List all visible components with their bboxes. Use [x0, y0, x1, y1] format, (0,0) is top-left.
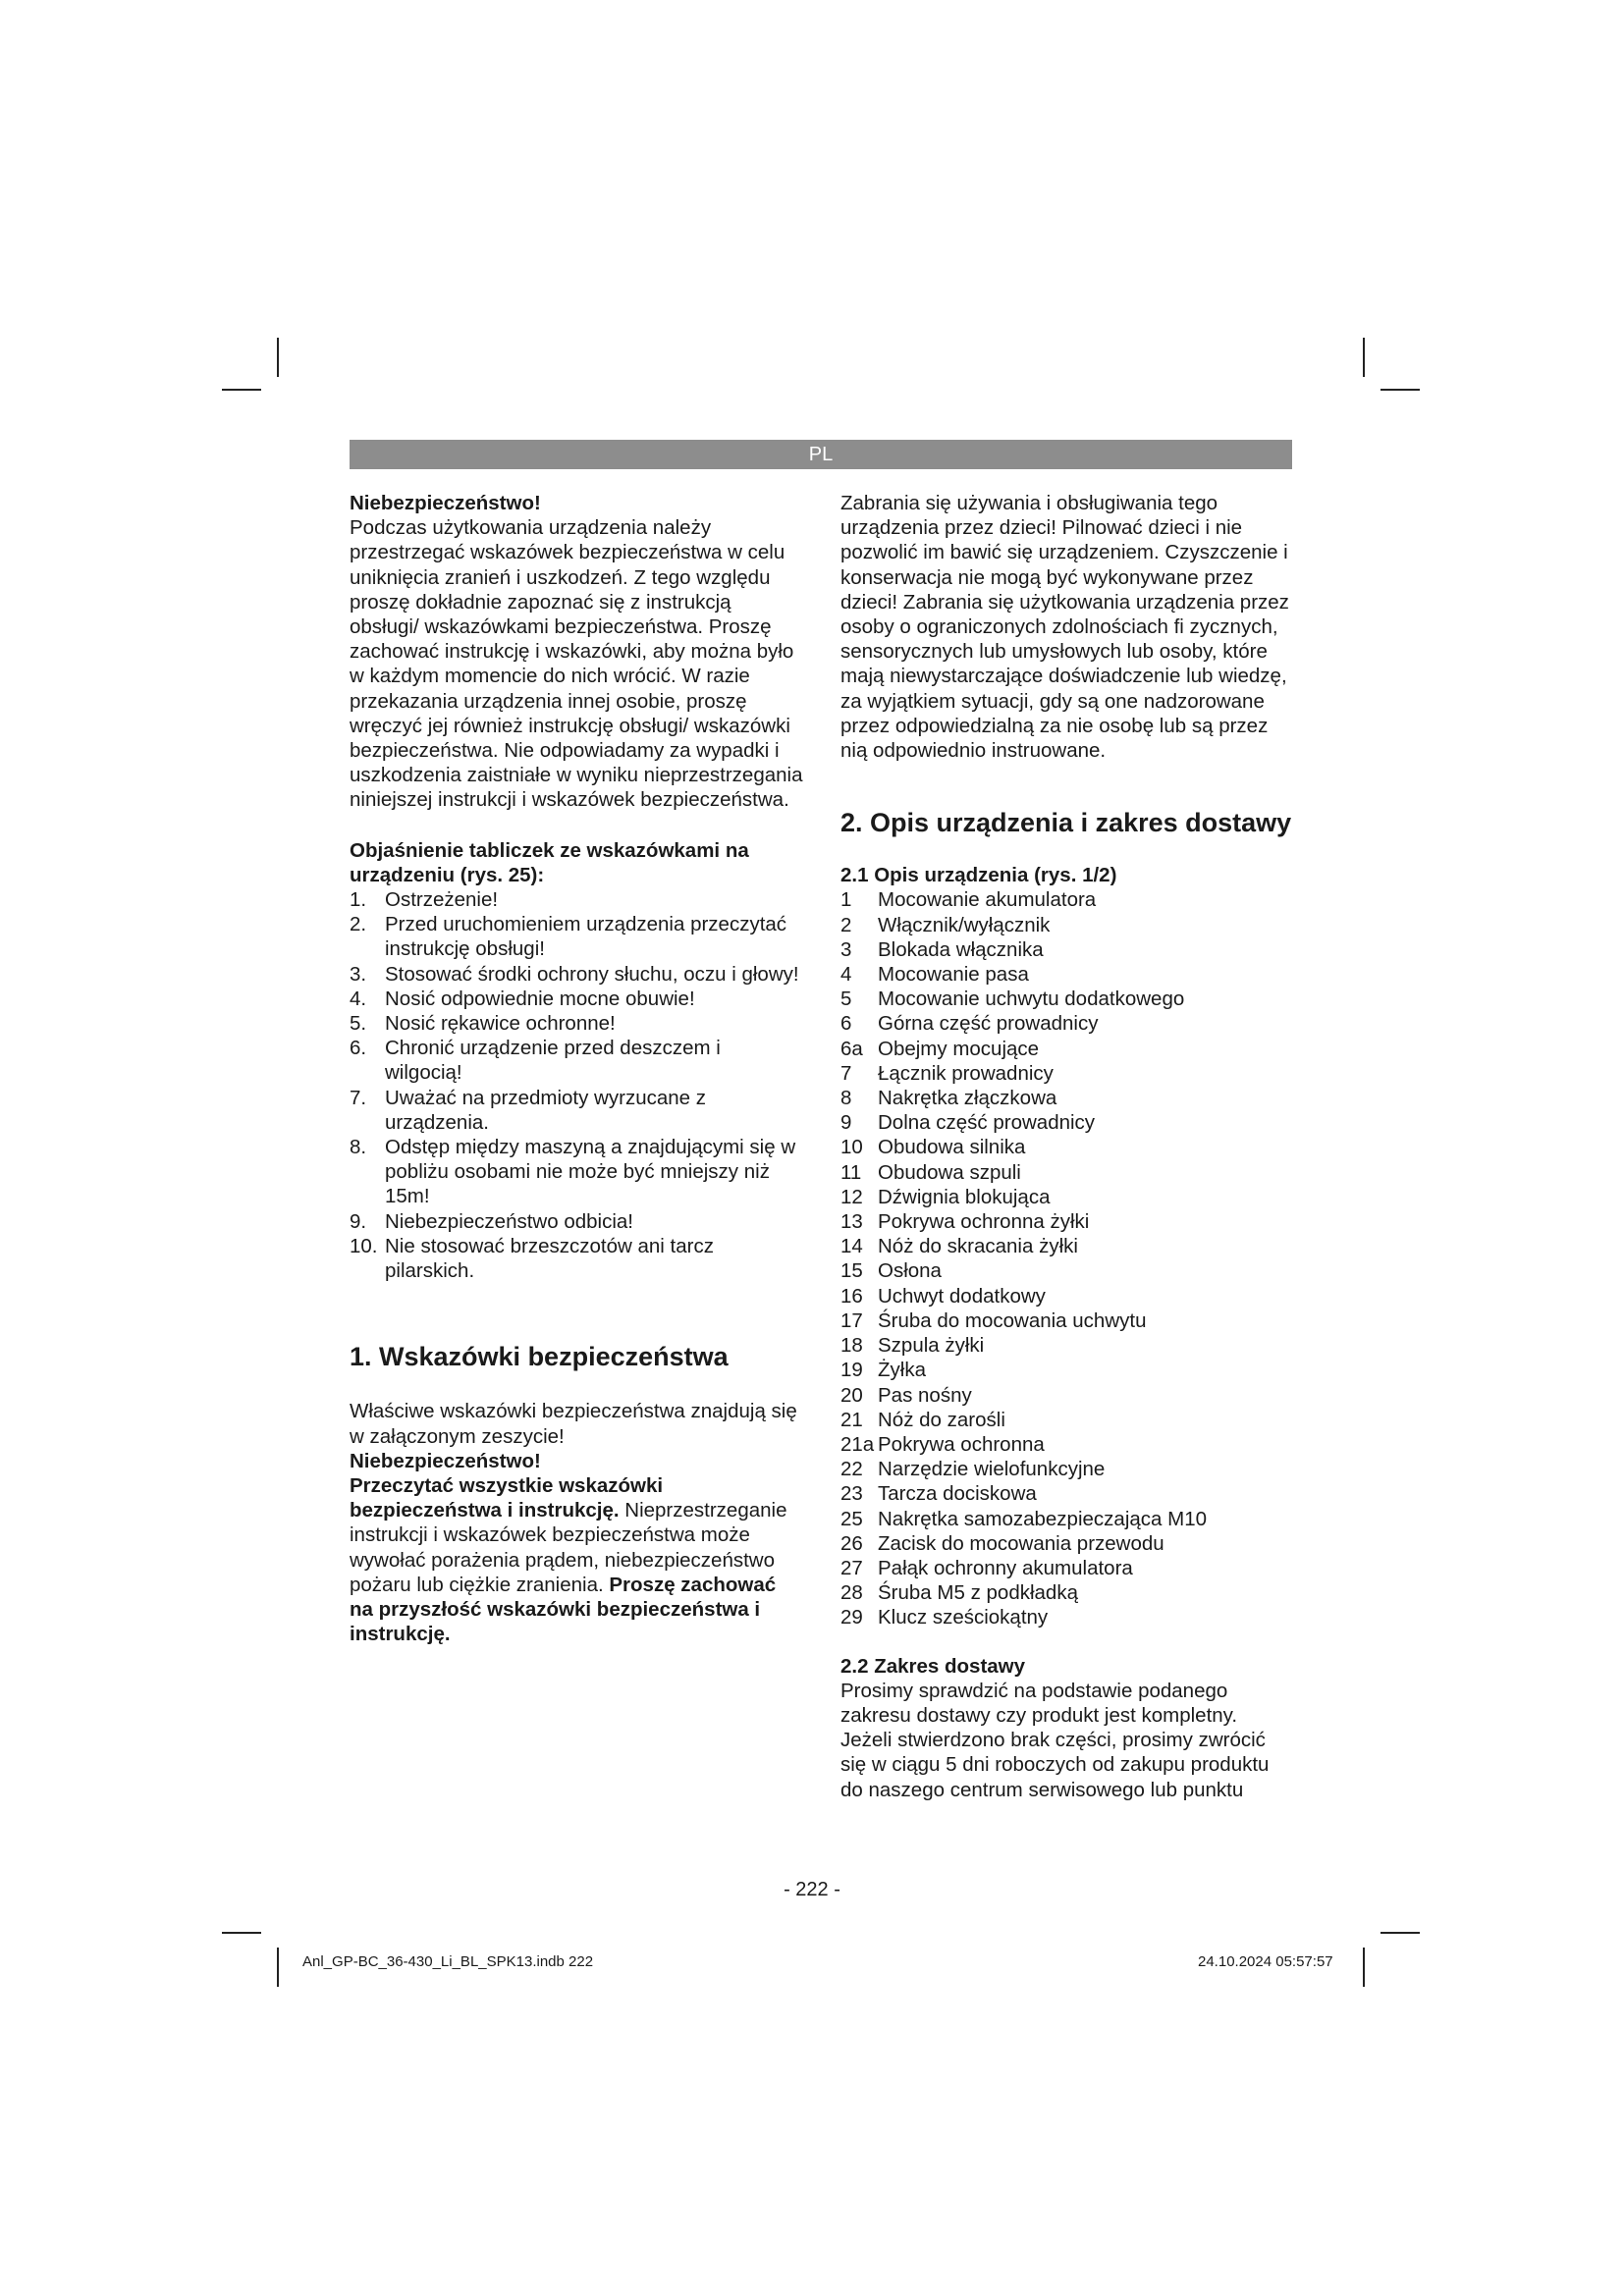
item-number: 8 [840, 1087, 852, 1110]
crop-mark-tl-h [222, 389, 261, 391]
item-number: 1 [840, 888, 852, 912]
item-text: Obejmy mocujące [878, 1037, 1040, 1060]
item-number: 13 [840, 1210, 863, 1234]
item-text: Dolna część prowadnicy [878, 1111, 1096, 1135]
language-header-bar [350, 440, 1292, 469]
item-number: 3. [350, 962, 367, 986]
item-number: 29 [840, 1606, 863, 1629]
list-item [840, 1234, 1294, 1258]
item-text: Tarcza dociskowa [878, 1482, 1037, 1506]
list-item [840, 1408, 1294, 1432]
item-text: Osłona [878, 1259, 942, 1283]
footer-datetime: 24.10.2024 05:57:57 [1198, 1953, 1333, 1970]
list-item [840, 1580, 1294, 1605]
list-item [840, 1110, 1294, 1135]
item-text: Pokrywa ochronna żyłki [878, 1210, 1090, 1234]
item-text: Chronić urządzenie przed deszczem i wilgocią! [385, 1037, 721, 1085]
item-number: 6. [350, 1037, 367, 1060]
item-number: 12 [840, 1185, 863, 1208]
item-text: Mocowanie pasa [878, 963, 1029, 987]
crop-mark-bl-v [277, 1948, 279, 1987]
item-text: Nóż do skracania żyłki [878, 1235, 1078, 1258]
item-text: Niebezpieczeństwo odbicia! [385, 1209, 633, 1233]
item-text: Nie stosować brzeszczotów ani tarcz pilarskich. [385, 1234, 714, 1283]
item-number: 4 [840, 963, 852, 987]
item-text: Obudowa silnika [878, 1136, 1026, 1159]
list-item [350, 1036, 803, 1085]
list-item [350, 962, 803, 987]
list-item [840, 1308, 1294, 1333]
parts-list [840, 887, 1294, 1629]
item-text: Śruba do mocowania uchwytu [878, 1308, 1147, 1332]
item-number: 27 [840, 1556, 863, 1579]
item-number: 10 [840, 1136, 863, 1159]
item-number: 20 [840, 1383, 863, 1407]
item-text: Obudowa szpuli [878, 1160, 1021, 1184]
list-item [840, 1284, 1294, 1308]
item-number: 2. [350, 913, 367, 936]
warning-body: Podczas użytkowania urządzenia należy przestrzegać wskazówek bezpieczeństwa w celu uniknięcia zranień i uszkodzeń. Z tego względu proszę dokładnie zapoznać się z instrukcją obsługi/ wskazówkami bezpieczeństwa. Proszę zachować instrukcję i wskazówki, aby można było w każdym momencie do nich wrócić. W razie przekazania urządzenia innej osobie, proszę wręczyć jej również instrukcję obsługi/ wskazówki bezpieczeństwa. Nie odpowiadamy za wypadki i uszkodzenia zaistniałe w wyniku nieprzestrzegania niniejszej instrukcji i wskazówek bezpieczeństwa. [350, 516, 803, 812]
list-item [350, 1209, 803, 1234]
crop-mark-br-v [1363, 1948, 1365, 1987]
section-1-warning: Niebezpieczeństwo! [350, 1449, 541, 1472]
subsection-2-1-title: 2.1 Opis urządzenia (rys. 1/2) [840, 864, 1117, 887]
crop-mark-bl-h [222, 1932, 261, 1934]
item-text: Zacisk do mocowania przewodu [878, 1531, 1164, 1555]
section-2-title: 2. Opis urządzenia i zakres dostawy [840, 808, 1292, 838]
item-text: Szpula żyłki [878, 1334, 985, 1358]
item-text: Dźwignia blokująca [878, 1185, 1051, 1208]
list-item [350, 1011, 803, 1036]
item-text: Blokada włącznika [878, 937, 1044, 961]
left-column [350, 491, 803, 1646]
item-number: 26 [840, 1531, 863, 1555]
item-number: 9 [840, 1111, 852, 1135]
item-number: 8. [350, 1136, 367, 1159]
list-item [840, 913, 1294, 937]
item-number: 23 [840, 1482, 863, 1506]
item-text: Ostrzeżenie! [385, 888, 499, 912]
list-item [840, 1011, 1294, 1036]
item-text: Uchwyt dodatkowy [878, 1284, 1046, 1308]
footer-file: Anl_GP-BC_36-430_Li_BL_SPK13.indb 222 [302, 1953, 594, 1970]
item-number: 15 [840, 1259, 863, 1283]
item-text: Pokrywa ochronna [878, 1432, 1045, 1456]
list-item [840, 887, 1294, 912]
item-number: 19 [840, 1359, 863, 1382]
item-number: 22 [840, 1458, 863, 1481]
item-number: 10. [350, 1234, 378, 1257]
item-number: 9. [350, 1209, 367, 1233]
item-number: 6 [840, 1012, 852, 1036]
list-item [840, 1135, 1294, 1159]
item-number: 5. [350, 1012, 367, 1036]
crop-mark-tr-v [1363, 338, 1365, 377]
list-item [840, 1333, 1294, 1358]
item-number: 25 [840, 1507, 863, 1530]
item-text: Stosować środki ochrony słuchu, oczu i głowy! [385, 962, 799, 986]
item-text: Włącznik/wyłącznik [878, 913, 1051, 936]
list-item [840, 1160, 1294, 1185]
list-item [350, 1086, 803, 1135]
item-number: 21a [840, 1432, 875, 1456]
list-item [840, 987, 1294, 1011]
item-number: 21 [840, 1408, 863, 1431]
item-number: 11 [840, 1160, 862, 1184]
item-text: Górna część prowadnicy [878, 1012, 1099, 1036]
list-item [350, 987, 803, 1011]
list-item [840, 1061, 1294, 1086]
list-item [840, 1037, 1294, 1061]
crop-mark-tr-h [1380, 389, 1420, 391]
section-1-bold-2: Proszę zachować na przyszłość wskazówki bezpieczeństwa i instrukcję. [350, 1573, 777, 1646]
subsection-2-2-title: 2.2 Zakres dostawy [840, 1654, 1026, 1678]
section-1-body [350, 1473, 803, 1646]
item-text: Odstęp między maszyną a znajdującymi się w pobliżu osobami nie może być mniejszy niż 15m! [385, 1136, 796, 1208]
item-number: 16 [840, 1284, 863, 1308]
list-item [350, 887, 803, 912]
signs-title: Objaśnienie tabliczek ze wskazówkami na urządzeniu (rys. 25): [350, 838, 749, 886]
item-number: 28 [840, 1581, 863, 1605]
item-text: Klucz sześciokątny [878, 1606, 1049, 1629]
crop-mark-tl-v [277, 338, 279, 377]
item-number: 7 [840, 1061, 852, 1085]
item-text: Mocowanie uchwytu dodatkowego [878, 988, 1185, 1011]
page-number: - 222 - [784, 1879, 840, 1900]
item-number: 5 [840, 988, 852, 1011]
list-item [840, 1258, 1294, 1283]
item-text: Mocowanie akumulatora [878, 888, 1097, 912]
list-item [840, 1457, 1294, 1481]
list-item [840, 1605, 1294, 1629]
right-column [840, 491, 1294, 1802]
item-number: 18 [840, 1334, 863, 1358]
item-text: Pas nośny [878, 1383, 972, 1407]
warning-title: Niebezpieczeństwo! [350, 492, 541, 514]
children-warning: Zabrania się używania i obsługiwania tego urządzenia przez dzieci! Pilnować dzieci i nie pozwolić im bawić się urządzeniem. Czyszczenie i konserwacja nie mogą być wykonywane przez dzieci! Zabrania się użytkowania urządzenia przez osoby o ograniczonych zdolnościach fi zycznych, sensorycznych lub umysłowych lub osoby, które mają niewystarczające doświadczenie lub wiedzę, za wyjątkiem sytuacji, gdy są one nadzorowane przez odpowiedzialną za nie osobę lub są przez nią odpowiednio instruowane. [840, 492, 1289, 763]
item-number: 14 [840, 1235, 863, 1258]
item-text: Nosić rękawice ochronne! [385, 1012, 616, 1036]
item-text: Łącznik prowadnicy [878, 1061, 1054, 1085]
item-number: 4. [350, 987, 367, 1010]
list-item [350, 1135, 803, 1209]
list-item [840, 1185, 1294, 1209]
item-number: 2 [840, 913, 852, 936]
item-text: Nakrętka samozabezpieczająca M10 [878, 1507, 1207, 1530]
list-item [840, 1432, 1294, 1457]
section-1-normal: Nieprzestrzeganie instrukcji i wskazówek bezpieczeństwa może wywołać porażenia prądem, niebezpieczeństwo pożaru lub ciężkie zranienia. [350, 1499, 787, 1596]
list-item [840, 1086, 1294, 1110]
section-1-title: 1. Wskazówki bezpieczeństwa [350, 1342, 729, 1372]
list-item [840, 962, 1294, 987]
item-text: Żyłka [878, 1359, 926, 1382]
item-number: 6a [840, 1037, 863, 1060]
item-number: 3 [840, 937, 852, 961]
item-text: Nosić odpowiednie mocne obuwie! [385, 987, 695, 1010]
signs-list [350, 887, 803, 1283]
subsection-2-2-body: Prosimy sprawdzić na podstawie podanego zakresu dostawy czy produkt jest kompletny. Jeżeli stwierdzono brak części, prosimy zwrócić się w ciągu 5 dni roboczych od zakupu produktu do naszego centrum serwisowego lub punktu [840, 1679, 1270, 1801]
item-text: Pałąk ochronny akumulatora [878, 1556, 1133, 1579]
list-item [840, 1507, 1294, 1531]
crop-mark-br-h [1380, 1932, 1420, 1934]
list-item [840, 1531, 1294, 1556]
item-number: 7. [350, 1086, 367, 1109]
item-number: 1. [350, 888, 367, 912]
list-item [350, 912, 803, 961]
item-text: Śruba M5 z podkładką [878, 1581, 1078, 1605]
item-text: Przed uruchomieniem urządzenia przeczytać instrukcję obsługi! [385, 913, 787, 961]
item-text: Nóż do zarośli [878, 1408, 1005, 1431]
item-text: Narzędzie wielofunkcyjne [878, 1458, 1106, 1481]
list-item [840, 1481, 1294, 1506]
list-item [840, 1358, 1294, 1382]
section-1-intro: Właściwe wskazówki bezpieczeństwa znajdują się w załączonym zeszycie! [350, 1400, 797, 1448]
item-text: Nakrętka złączkowa [878, 1087, 1057, 1110]
item-text: Uważać na przedmioty wyrzucane z urządzenia. [385, 1086, 706, 1134]
item-number: 17 [840, 1308, 863, 1332]
list-item [840, 1209, 1294, 1234]
list-item [840, 1383, 1294, 1408]
list-item [840, 1556, 1294, 1580]
section-1-bold-1: Przeczytać wszystkie wskazówki bezpieczeństwa i instrukcję. [350, 1473, 664, 1522]
language-code: PL [808, 444, 834, 465]
list-item [350, 1234, 803, 1283]
list-item [840, 937, 1294, 962]
